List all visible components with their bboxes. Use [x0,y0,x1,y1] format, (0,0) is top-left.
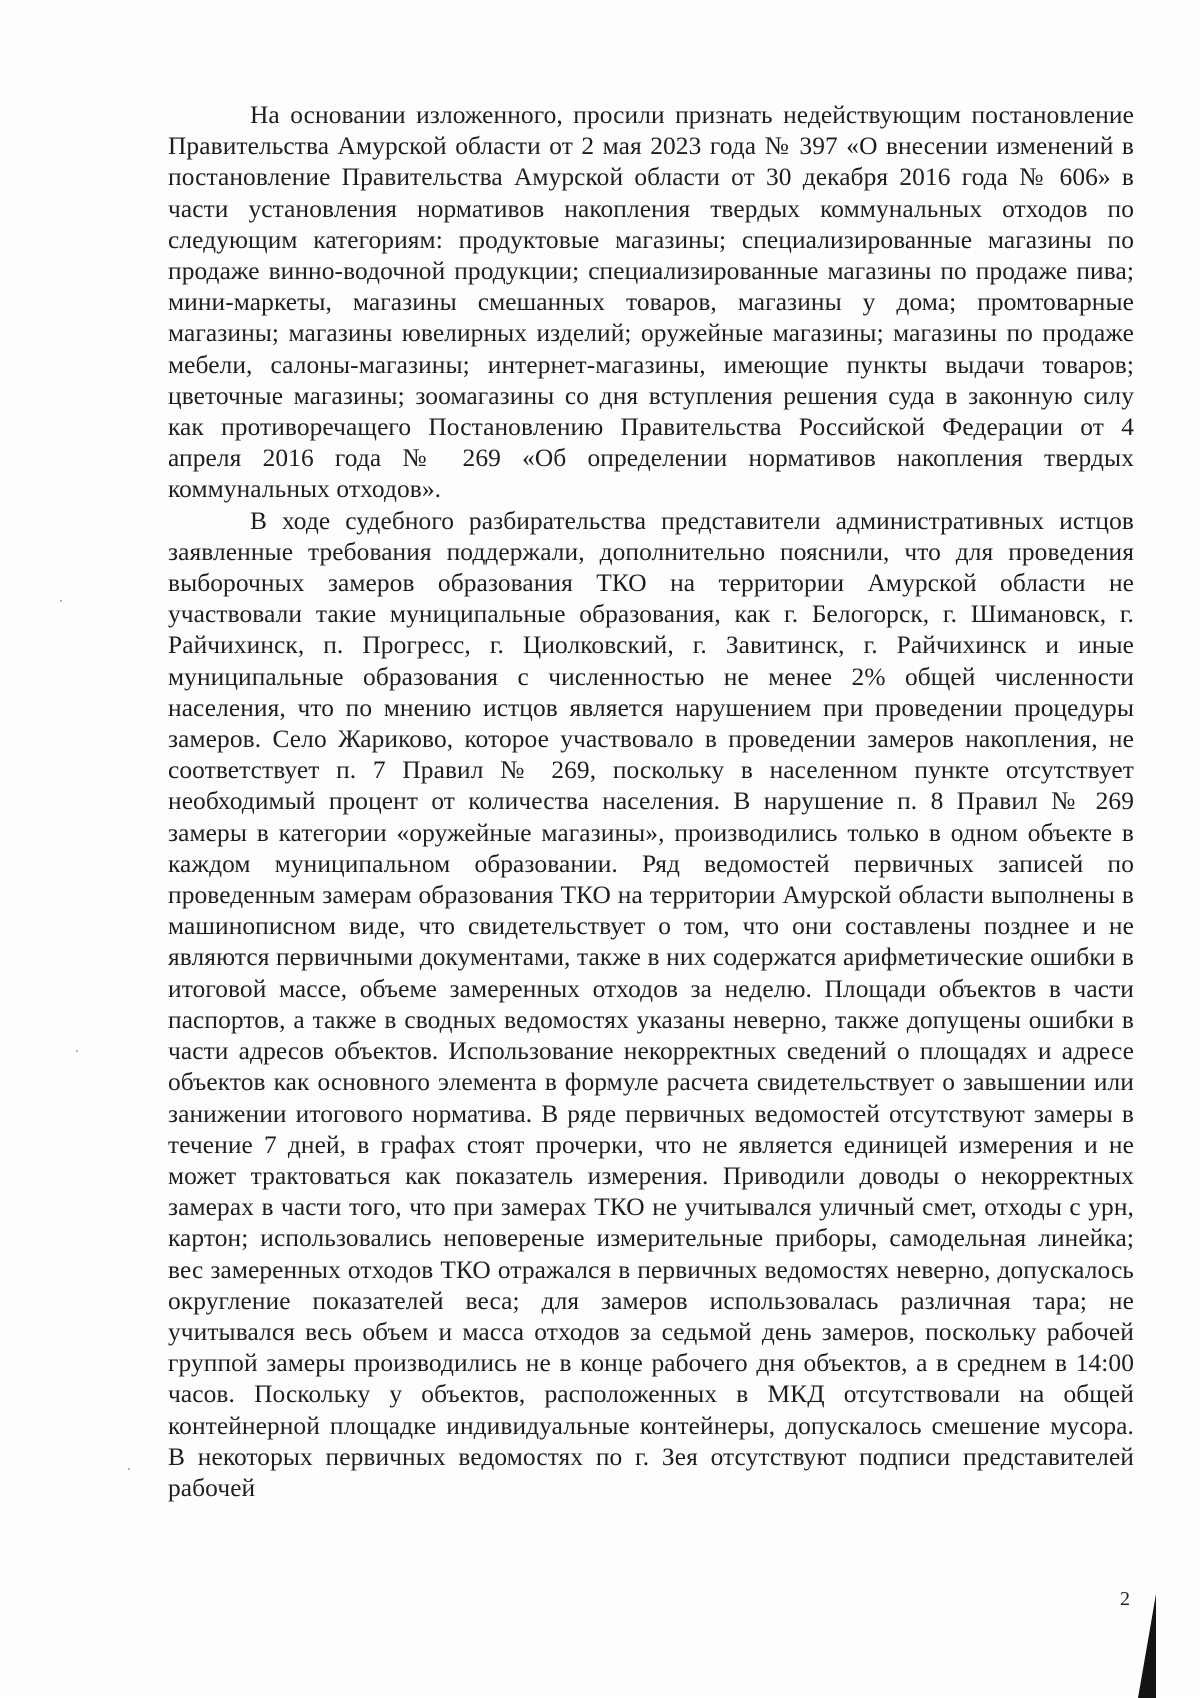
paragraph-court-proceedings: В ходе судебного разбирательства представители административных истцов заявленные требования поддержали, дополнительно пояснили, что для проведения выборочных замеров образования ТКО на территории Амурской области не участвовали такие муниципальные образования, как г. Белогорск, г. Шимановск, г. Райчихинск, п. Прогресс, г. Циолковский, г. Завитинск, г. Райчихинск и иные муниципальные образования с численностью не менее 2% общей численности населения, что по мнению истцов является нарушением при проведении процедуры замеров. Село Жариково, которое участвовало в проведении замеров накопления, не соответствует п. 7 Правил № 269, поскольку в населенном пункте отсутствует необходимый процент от количества населения. В нарушение п. 8 Правил № 269 замеры в категории «оружейные магазины», производились только в одном объекте в каждом муниципальном образовании. Ряд ведомостей первичных записей по проведенным замерам образования ТКО на территории Амурской области выполнены в машинописном виде, что свидетельствует о том, что они составлены позднее и не являются первичными документами, также в них содержатся арифметические ошибки в итоговой массе, объеме замеренных отходов за неделю. Площади объектов в части паспортов, а также в сводных ведомостях указаны неверно, также допущены ошибки в части адресов объектов. Использование некорректных сведений о площадях и адресе объектов как основного элемента в формуле расчета свидетельствует о завышении или занижении итогового норматива. В ряде первичных ведомостей отсутствуют замеры в течение 7 дней, в графах стоят прочерки, что не является единицей измерения и не может трактоваться как показатель измерения. Приводили доводы о некорректных замерах в части того, что при замерах ТКО не учитывался уличный смет, отходы с урн, картон; использовались неповереные измерительные приборы, самодельная линейка; вес замеренных отходов ТКО отражался в первичных ведомостях неверно, допускалось округление показателей веса; для замеров использовалась различная тара; не учитывался весь объем и масса отходов за седьмой день замеров, поскольку рабочей группой замеры производились не в конце рабочего дня объектов, а в среднем в 14:00 часов. Поскольку у объектов, расположенных в МКД отсутствовали на общей контейнерной площадке индивидуальные контейнеры, допускалось смешение мусора. В некоторых первичных ведомостях по г. Зея отсутствуют подписи представителей рабочей [168,506,1134,1502]
scan-edge-mark [1138,1594,1156,1698]
paragraph-conclusion: На основании изложенного, просили признать недействующим постановление Правительства Амурской области от 2 мая 2023 года № 397 «О внесении изменений в постановление Правительства Амурской области от 30 декабря 2016 года № 606» в части установления нормативов накопления твердых коммунальных отходов по следующим категориям: продуктовые магазины; специализированные магазины по продаже винно-водочной продукции; специализированные магазины по продаже пива; мини-маркеты, магазины смешанных товаров, магазины у дома; промтоварные магазины; магазины ювелирных изделий; оружейные магазины; магазины по продаже мебели, салоны-магазины; интернет-магазины, имеющие пункты выдачи товаров; цветочные магазины; зоомагазины со дня вступления решения суда в законную силу как противоречащего Постановлению Правительства Российской Федерации от 4 апреля 2016 года № 269 «Об определении нормативов накопления твердых коммунальных отходов». [168,101,1134,504]
scan-speck [60,600,62,602]
scan-speck [128,1468,130,1470]
page-number: 2 [1120,1588,1130,1610]
scan-speck [76,1050,78,1052]
document-body [168,100,1134,1504]
